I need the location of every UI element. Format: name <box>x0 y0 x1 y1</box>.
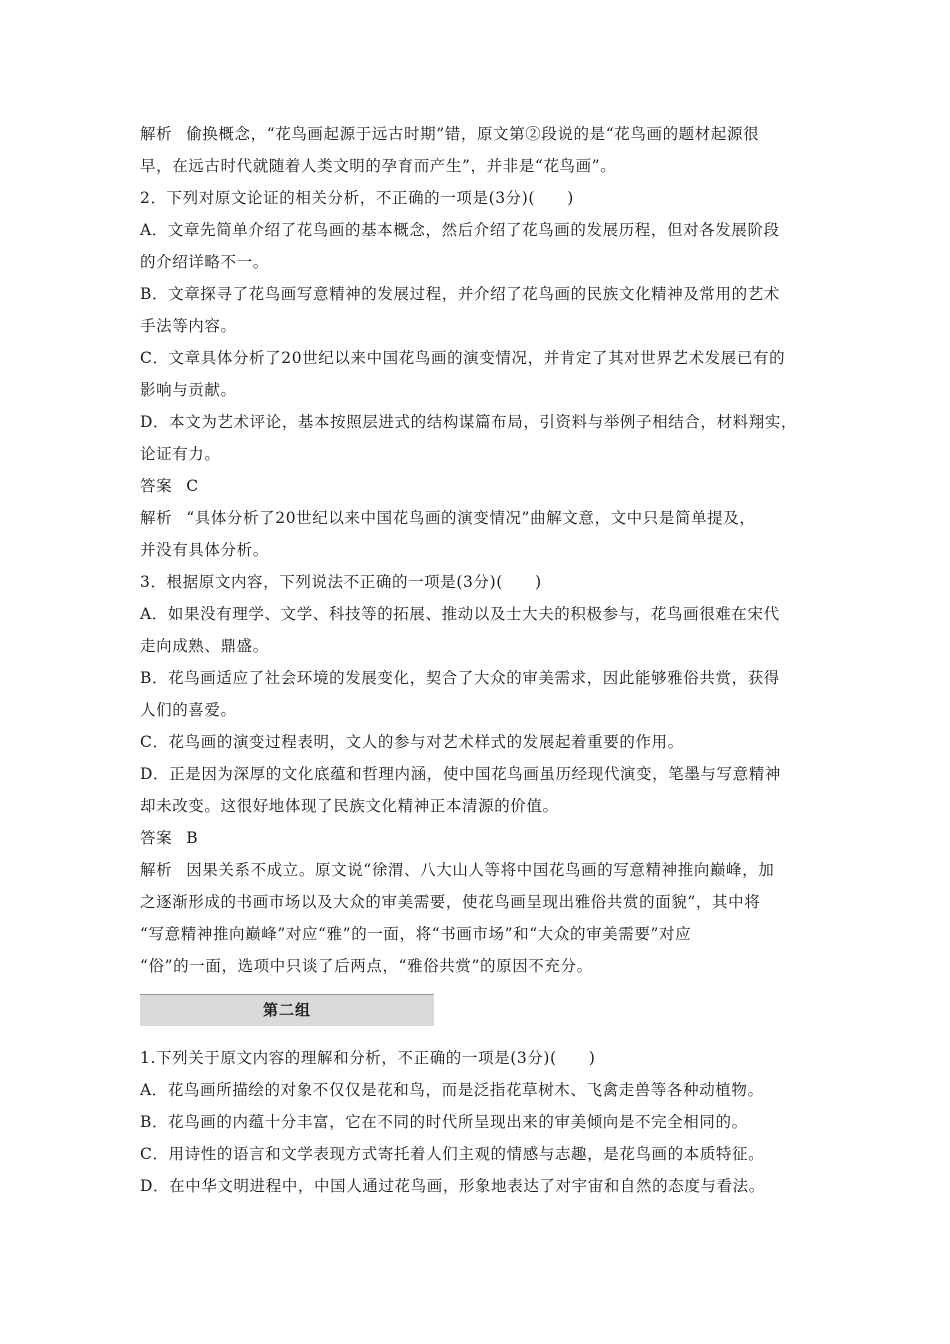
answer-label: 答案 <box>140 829 173 847</box>
group2-question-1-option-b: B．花鸟画的内蕴十分丰富，它在不同的时代所呈现出来的审美倾向是不完全相同的。 <box>140 1113 748 1131</box>
analysis-q1-line-1 <box>140 124 759 144</box>
question-3-option-d-line-1: D．正是因为深厚的文化底蕴和哲理内涵，使中国花鸟画虽历经现代演变，笔墨与写意精神 <box>140 765 781 783</box>
question-3-analysis-line-2: 之逐渐形成的书画市场以及大众的审美需要，使花鸟画呈现出雅俗共赏的面貌”，其中将 <box>140 893 761 911</box>
question-2-option-b-line-2: 手法等内容。 <box>140 317 237 335</box>
question-2-analysis-line-1 <box>140 508 755 528</box>
question-3-analysis-line-3: “写意精神推向巅峰”对应“雅”的一面，将“书画市场”和“大众的审美需要”对应 <box>140 925 692 943</box>
question-3-option-b-line-1: B．花鸟画适应了社会环境的发展变化，契合了大众的审美需求，因此能够雅俗共赏，获得 <box>140 669 780 687</box>
analysis-label: 解析 <box>140 861 173 879</box>
answer-value: C <box>186 477 199 495</box>
analysis-text: “具体分析了20世纪以来中国花鸟画的演变情况”曲解文意，文中只是简单提及， <box>186 509 756 527</box>
question-2-stem: 2．下列对原文论证的相关分析，不正确的一项是(3分)( ) <box>140 189 574 207</box>
question-3-answer <box>140 828 198 848</box>
group2-question-1-option-a: A．花鸟画所描绘的对象不仅仅是花和鸟，而是泛指花草树木、飞禽走兽等各种动植物。 <box>140 1081 764 1099</box>
question-3-option-d-line-2: 却未改变。这很好地体现了民族文化精神正本清源的价值。 <box>140 797 559 815</box>
answer-label: 答案 <box>140 477 173 495</box>
question-2-option-b-line-1: B．文章探寻了花鸟画写意精神的发展过程，并介绍了花鸟画的民族文化精神及常用的艺术 <box>140 285 780 303</box>
question-2-option-a-line-2: 的介绍详略不一。 <box>140 253 269 271</box>
analysis-label: 解析 <box>140 509 173 527</box>
group2-question-1-option-d: D．在中华文明进程中，中国人通过花鸟画，形象地表达了对宇宙和自然的态度与看法。 <box>140 1177 765 1195</box>
question-3-option-a-line-1: A．如果没有理学、文学、科技等的拓展、推动以及士大夫的积极参与，花鸟画很难在宋代 <box>140 605 780 623</box>
question-3-stem: 3．根据原文内容，下列说法不正确的一项是(3分)( ) <box>140 573 542 591</box>
question-3-analysis-line-4: “俗”的一面，选项中只谈了后两点，“雅俗共赏”的原因不充分。 <box>140 957 593 975</box>
question-3-option-a-line-2: 走向成熟、鼎盛。 <box>140 637 269 655</box>
section-header-bar <box>140 994 434 1026</box>
analysis-text: 因果关系不成立。原文说“徐渭、八大山人等将中国花鸟画的写意精神推向巅峰，加 <box>186 861 775 879</box>
section-title: 第二组 <box>262 1001 311 1019</box>
analysis-q1-line-2: 早，在远古时代就随着人类文明的孕育而产生”，并非是“花鸟画”。 <box>140 157 617 175</box>
question-2-option-c-line-2: 影响与贡献。 <box>140 381 237 399</box>
question-3-option-c-line-1: C．花鸟画的演变过程表明，文人的参与对艺术样式的发展起着重要的作用。 <box>140 733 684 751</box>
question-3-option-b-line-2: 人们的喜爱。 <box>140 701 237 719</box>
question-2-analysis-line-2: 并没有具体分析。 <box>140 541 269 559</box>
question-2-option-c-line-1: C．文章具体分析了20世纪以来中国花鸟画的演变情况，并肯定了其对世界艺术发展已有的 <box>140 349 786 367</box>
question-2-option-a-line-1: A．文章先简单介绍了花鸟画的基本概念，然后介绍了花鸟画的发展历程，但对各发展阶段 <box>140 221 780 239</box>
question-2-option-d-line-2: 论证有力。 <box>140 445 221 463</box>
answer-value: B <box>186 829 199 847</box>
question-2-option-d-line-1: D．本文为艺术评论，基本按照层进式的结构谋篇布局，引资料与举例子相结合，材料翔实， <box>140 413 798 431</box>
analysis-text: 偷换概念，“花鸟画起源于远古时期”错，原文第②段说的是“花鸟画的题材起源很 <box>186 125 760 143</box>
question-3-analysis-line-1 <box>140 860 774 880</box>
group2-question-1-stem: 1.下列关于原文内容的理解和分析，不正确的一项是(3分)( ) <box>140 1049 596 1067</box>
group2-question-1-option-c: C．用诗性的语言和文学表现方式寄托着人们主观的情感与志趣，是花鸟画的本质特征。 <box>140 1145 765 1163</box>
question-2-answer <box>140 476 199 496</box>
analysis-label: 解析 <box>140 125 173 143</box>
